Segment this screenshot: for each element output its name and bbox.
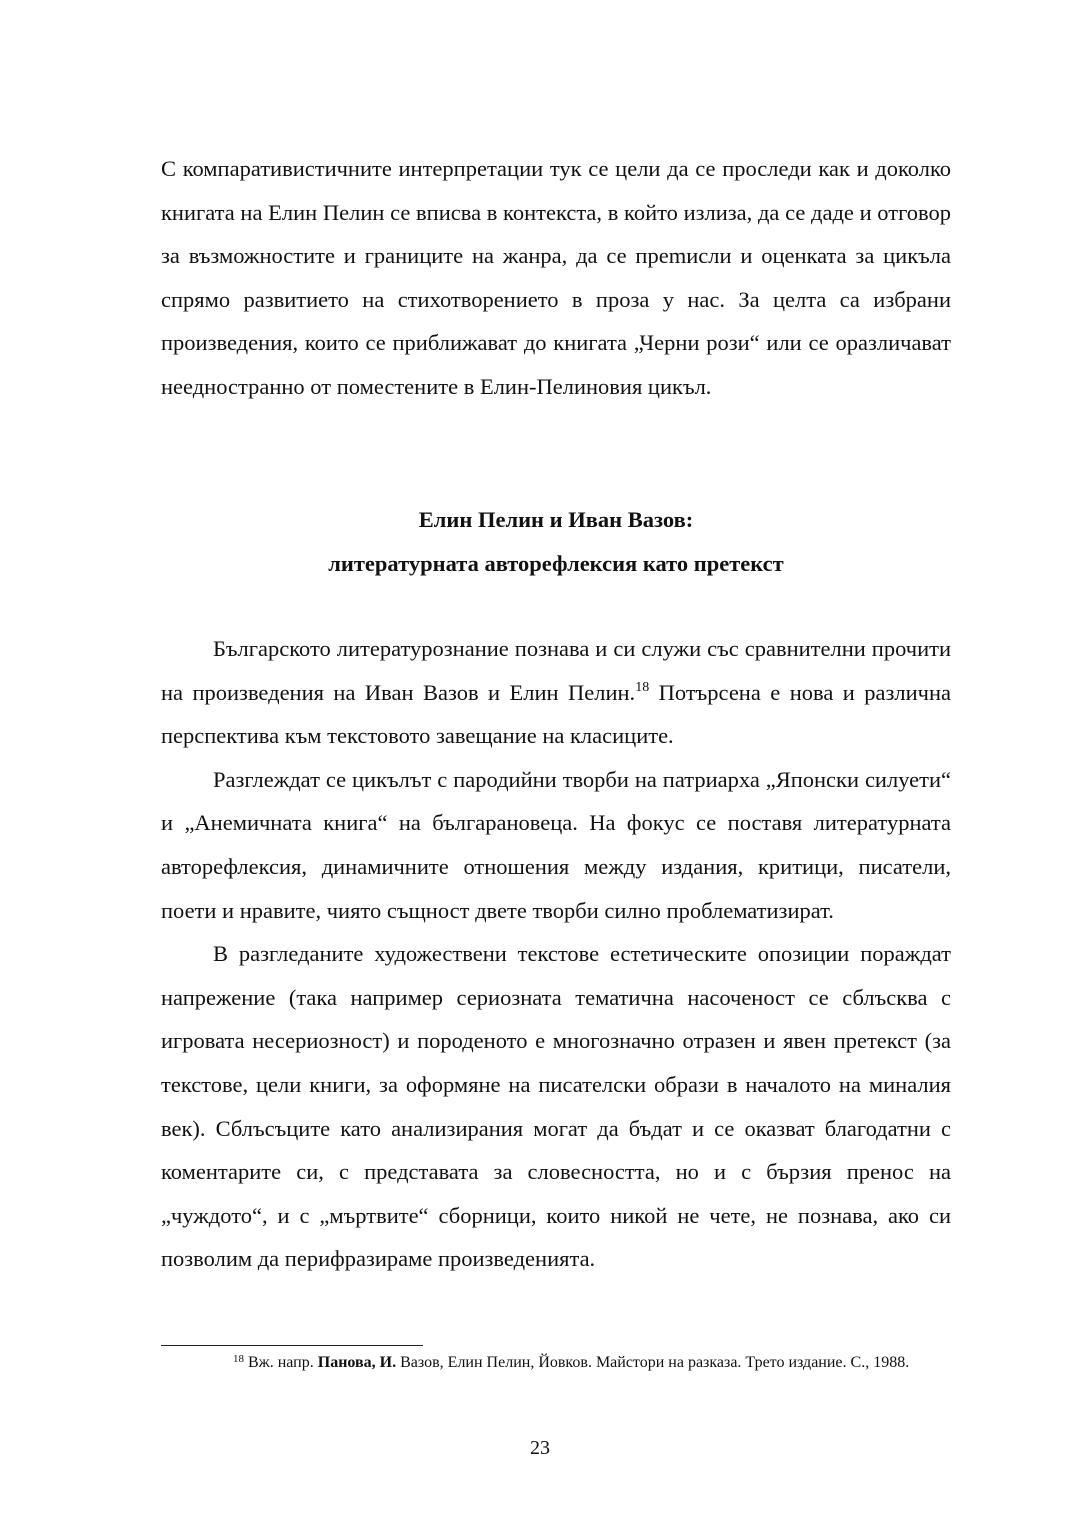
- footnote-reference[interactable]: 18: [635, 679, 650, 695]
- section-heading-line2: литературната авторефлексия като претекст: [328, 551, 784, 576]
- footnote-text: Вазов, Елин Пелин, Йовков. Майстори на разказа. Трето издание. С., 1988.: [396, 1354, 910, 1371]
- intro-paragraph-block: [161, 147, 951, 409]
- paragraph-3: В разгледаните художествени текстове естетическите опозиции пораждат напрежение (така например сериозната тематична насоченост се сблъсква с игровата несериозност) и породеното е многозначно отразен и явен претекст (за текстове, цели книги, за оформяне на писателски образи в началото на миналия век). Сблъсъците като анализирания могат да бъдат и се оказват благодатни с коментарите си, с представата за словесността, но и с бързия пренос на „чуждото“, и с „мъртвите“ сборници, които никой не чете, не познава, ако си позволим да перифразираме произведенията.: [161, 941, 951, 1272]
- paragraph-1-text-a: Българското литературознание познава и си служи със сравнителни прочити на произведения на Иван Вазов и Елин Пелин.: [161, 636, 951, 705]
- footnote: [161, 1352, 951, 1374]
- footnote-number: 18: [233, 1353, 244, 1365]
- footnote-author: Панова, И.: [317, 1354, 397, 1371]
- section-heading-line1: Елин Пелин и Иван Вазов:: [418, 507, 694, 532]
- footnote-prefix: Вж. напр.: [244, 1354, 318, 1371]
- section-body: [161, 627, 951, 1281]
- page-number: 23: [530, 1437, 550, 1459]
- paragraph-1: [161, 627, 951, 758]
- paragraph-2: Разглеждат се цикълът с пародийни творби на патриарха „Японски силуети“ и „Анемичната книга“ на българановеца. На фокус се поставя литературната авторефлексия, динамичните отношения между издания, критици, писатели, поети и нравите, чиято същност двете творби силно проблематизират.: [161, 766, 951, 923]
- intro-paragraph: С компаративистичните интерпретации тук се цели да се проследи как и доколко книгата на Елин Пелин се вписва в контекста, в който излиза, да се даде и отговор за възможностите и границите на жанра, да се преmисли и оценката за цикъла спрямо развитието на стихотворението в проза у нас. За целта са избрани произведения, които се приближават до книгата „Черни рози“ или се оразличават неедностранно от поместените в Елин-Пелиновия цикъл.: [161, 156, 951, 399]
- paragraph-1-text-b: Потърсена е нова и различна перспектива към текстовото завещание на класиците.: [161, 679, 951, 749]
- footnote-separator: [161, 1345, 423, 1346]
